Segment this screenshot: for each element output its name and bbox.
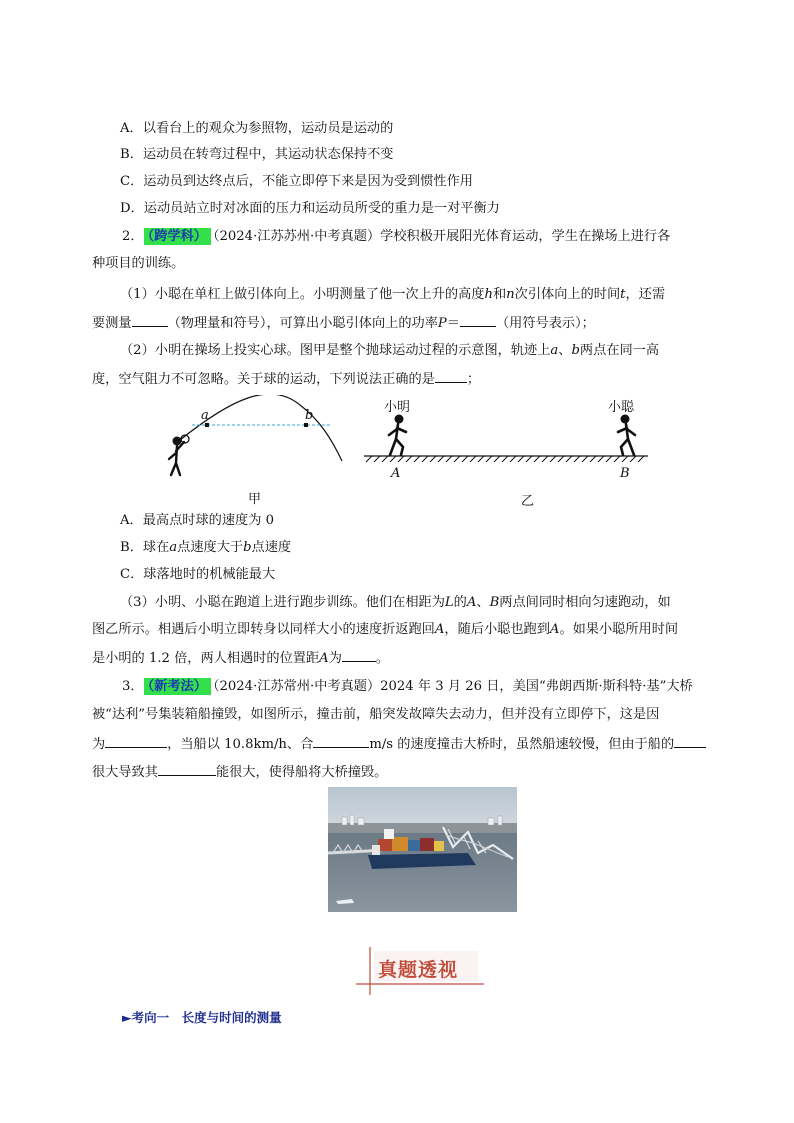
q2-option-c: C．球落地时的机械能最大 (120, 567, 276, 582)
label-point-B: B (620, 466, 630, 481)
label-b: b (305, 408, 314, 423)
q2-part2-line2: 度，空气阻力不可忽略。关于球的运动，下列说法正确的是 ； (92, 369, 480, 389)
ball-trajectory (180, 395, 342, 461)
q2-tag: （跨学科） (144, 228, 211, 245)
answer-blank[interactable] (105, 734, 167, 748)
q3-number: 3． (122, 679, 144, 694)
label-point-A: A (391, 466, 401, 481)
answer-blank[interactable] (460, 313, 496, 327)
q2-option-b: B．球在a点速度大于b点速度 (120, 540, 292, 555)
q2-part3-line3: 是小明的 1.2 倍，两人相遇时的位置距A为 。 (92, 648, 389, 668)
q2-part1-line2: 要测量 （物理量和符号），可算出小聪引体向上的功率P＝ （用符号表示）； (92, 313, 595, 333)
label-a: a (201, 408, 209, 423)
section-heading: ►考向一 长度与时间的测量 (122, 1010, 282, 1025)
ship-bridge-photo (328, 787, 517, 912)
point-b-marker (304, 423, 308, 427)
q2-header (122, 228, 670, 246)
figure-jia (160, 395, 350, 485)
caption-yi: 乙 (521, 494, 535, 509)
q1-option-d: D．运动员站立时对冰面的压力和运动员所受的重力是一对平衡力 (120, 201, 500, 216)
banner-title: 真题透视 (378, 959, 459, 981)
q1-option-c: C．运动员到达终点后，不能立即停下来是因为受到惯性作用 (120, 174, 473, 189)
thrower-head (173, 437, 182, 446)
q2-line2: 种项目的训练。 (92, 256, 185, 271)
q1-option-a: A．以看台上的观众为参照物，运动员是运动的 (120, 121, 394, 136)
answer-blank[interactable] (313, 734, 369, 748)
answer-blank[interactable] (132, 313, 168, 327)
answer-blank[interactable] (435, 369, 467, 383)
answer-blank[interactable] (342, 648, 376, 662)
q3-line2: 被“达利”号集装箱船撞毁，如图所示，撞击前，船突发故障失去动力，但并没有立即停下，这是因 (92, 707, 660, 722)
q3-line4: 很大导致其 能很大，使得船将大桥撞毁。 (92, 762, 387, 782)
answer-blank[interactable] (674, 734, 706, 748)
q3-header: 3． （新考法） （2024·江苏常州·中考真题）2024 年 3 月 26 日，美国“弗朗西斯·斯科特·基”大桥 (122, 679, 693, 694)
label-xiaoming: 小明 (384, 400, 411, 415)
caption-jia: 甲 (248, 492, 262, 507)
label-xiaocong: 小聪 (608, 400, 635, 415)
q3-tag: （新考法） (144, 678, 211, 695)
q1-option-b: B．运动员在转弯过程中，其运动状态保持不变 (120, 147, 394, 162)
thrower-body (169, 442, 184, 475)
q2-number: 2． (122, 229, 144, 244)
q2-part1-line1: （1）小聪在单杠上做引体向上。小明测量了他一次上升的高度h和n次引体向上的时间t，还需 (120, 287, 666, 302)
runner-xiaoming-icon (384, 413, 412, 457)
point-a-marker (205, 423, 209, 427)
section-banner (356, 947, 484, 995)
q2-part3-line2: 图乙所示。相遇后小明立即转身以同样大小的速度折返跑回A，随后小聪也跑到A。如果小聪所用时间 (92, 622, 679, 637)
q3-line3: 为 ，当船以 10.8km/h、合 m/s 的速度撞击大桥时，虽然船速较慢，但由于船的 (92, 734, 706, 754)
q2-source: （2024·江苏苏州·中考真题）学校积极开展阳光体育运动，学生在操场上进行各 (212, 229, 671, 244)
q2-part3-line1: （3）小明、小聪在跑道上进行跑步训练。他们在相距为L的A、B两点间同时相向匀速跑动，如 (120, 595, 671, 610)
q2-part2-line1: （2）小明在操场上投实心球。图甲是整个抛球运动过程的示意图，轨迹上a、b两点在同一高 (120, 343, 660, 358)
q2-option-a: A．最高点时球的速度为 0 (120, 513, 274, 528)
runner-xiaocong-icon (612, 413, 640, 457)
answer-blank[interactable] (158, 762, 216, 776)
